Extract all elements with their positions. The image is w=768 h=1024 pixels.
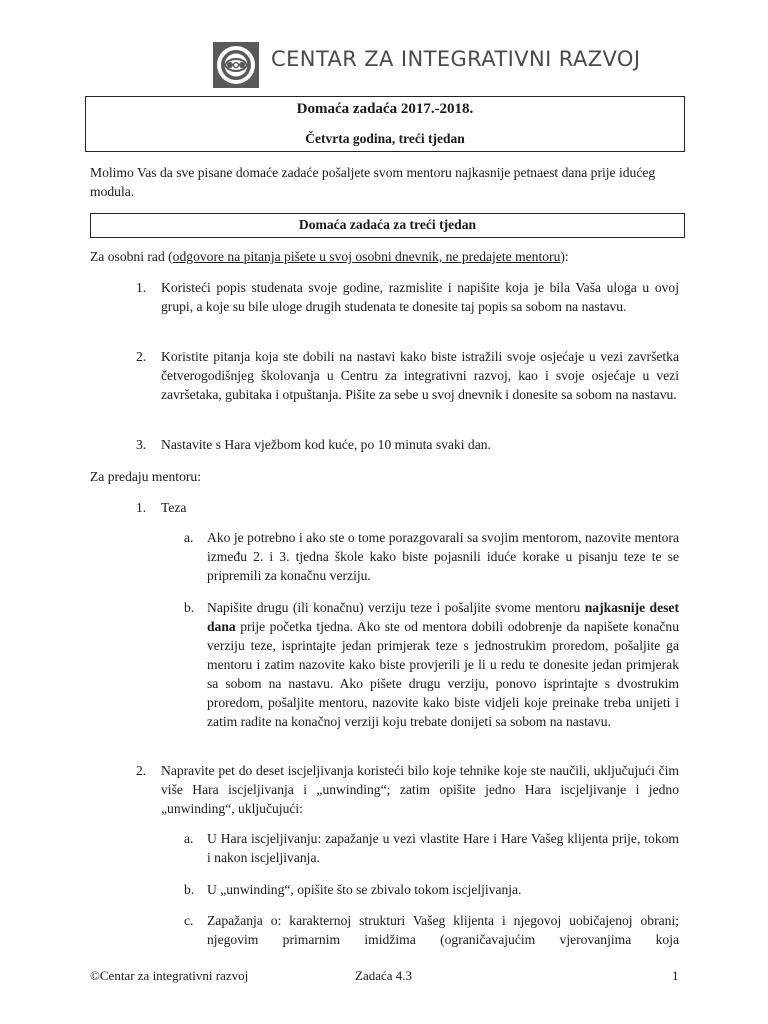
sub-item-letter: b. (184, 882, 195, 897)
list-item-label: Teza (161, 500, 187, 515)
page-number: 1 (672, 968, 679, 983)
submit-heading: Za predaju mentoru: (90, 469, 201, 484)
personal-work-note: odgovore na pitanja pišete u svoj osobni dnevnik, ne predajete mentoru (172, 249, 561, 264)
deadline-emphasis: najkasnije deset dana (207, 600, 679, 634)
sub-item: U „unwinding“, opišite što se zbivalo tokom iscjeljivanja. (207, 882, 522, 897)
list-item-number: 1. (136, 280, 147, 295)
list-item-number: 2. (136, 349, 147, 364)
list-item-number: 2. (136, 763, 147, 778)
week-heading: Domaća zadaća za treći tjedan (90, 213, 685, 238)
list-item: Napravite pet do deset iscjeljivanja koristeći bilo koje tehnike koje ste naučili, uključujući čim više Hara iscjeljivanja i „unwinding“; zatim opišite jedno Hara iscjeljivanje i jedno „unwinding“, uključujući: (161, 763, 679, 816)
footer-doc-id: Zadaća 4.3 (355, 968, 413, 983)
list-item-number: 3. (136, 437, 147, 452)
list-item: Koristite pitanja koja ste dobili na nastavi kako biste istražili svoje osjećaje u vezi završetka četverogodišnjeg školovanja u Centru za integrativni razvoj, kao i svoje osjećaje u vezi završetaka, gubitaka i otpuštanja. Pišite za sebe u svoj dnevnik i donesite sa sobom na nastavu. (161, 349, 679, 402)
list-item-number: 1. (136, 500, 147, 515)
sub-item: U Hara iscjeljivanju: zapažanje u vezi vlastite Hare i Hare Vašeg klijenta prije, tokom i nakon iscjeljivanja. (207, 831, 679, 865)
document-title: Domaća zadaća 2017.-2018. (296, 101, 474, 117)
list-item: Nastavite s Hara vježbom kod kuće, po 10 minuta svaki dan. (161, 437, 491, 452)
sub-item-letter: a. (184, 530, 194, 545)
document-subtitle: Četvrta godina, treći tjedan (305, 131, 465, 146)
sub-item-letter: b. (184, 600, 195, 615)
footer-copyright: ©Centar za integrativni razvoj (90, 968, 249, 983)
organization-name: CENTAR ZA INTEGRATIVNI RAZVOJ (271, 47, 641, 71)
sub-item: Napišite drugu (ili konačnu) verziju teze i pošaljite svome mentoru najkasnije deset dana prije početka tjedna. Ako ste od mentora dobili odobrenje da napišete konačnu verziju teze, isprintajte jedan primjerak teze s jednostrukim proredom, pošaljite ga mentoru i zatim nazovite kako biste provjerili je li u redu te donesite jedan primjerak sa sobom na nastavu. Ako pišete drugu verziju, ponovo isprintajte s dvostrukim proredom, pošaljite mentoru, nazovite kako biste vidjeli koje preinake treba unijeti i zatim radite na konačnoj verziji koju trebate donijeti sa sobom na nastavu. (207, 600, 679, 729)
sub-item: Zapažanja o: karakternoj strukturi Vašeg klijenta i njegovoj uobičajenoj obrani; njegovim primarnim imidžima (ograničavajućim vjerovanjima koja (207, 913, 679, 947)
title-box (85, 96, 685, 152)
center-logo-icon (213, 42, 259, 88)
sub-item-letter: c. (184, 913, 194, 928)
personal-work-heading: Za osobni rad (odgovore na pitanja pišete u svoj osobni dnevnik, ne predajete mentoru): (90, 249, 569, 264)
sub-item-letter: a. (184, 831, 194, 846)
sub-item: Ako je potrebno i ako ste o tome porazgovarali sa svojim mentorom, nazovite mentora između 2. i 3. tjedna škole kako biste pojasnili iduće korake u pisanju teze te se pripremili za konačnu verziju. (207, 530, 679, 583)
list-item: Koristeći popis studenata svoje godine, razmislite i napišite koja je bila Vaša uloga u ovoj grupi, a koje su bile uloge drugih studenata te donesite taj popis sa sobom na nastavu. (161, 280, 679, 314)
intro-paragraph: Molimo Vas da sve pisane domaće zadaće pošaljete svom mentoru najkasnije petnaest dana prije idućeg modula. (90, 165, 656, 199)
